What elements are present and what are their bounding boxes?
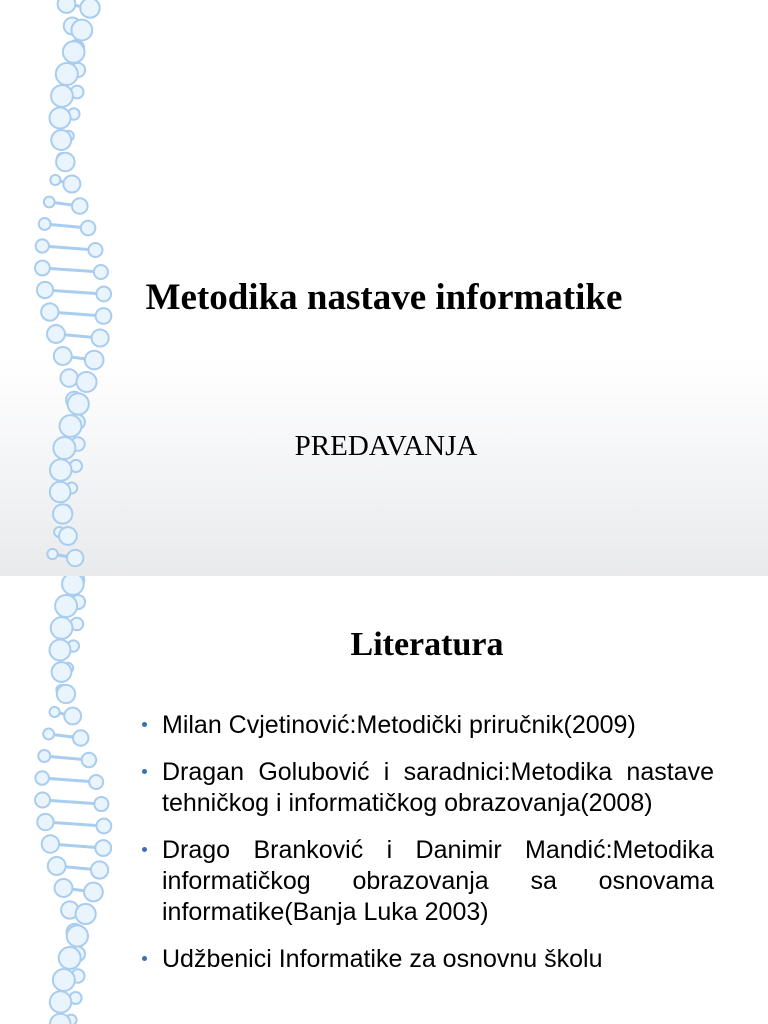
dna-node xyxy=(51,617,73,639)
dna-node xyxy=(50,991,71,1012)
dna-node xyxy=(59,947,81,969)
dna-node xyxy=(51,130,71,150)
presentation-subtitle: PREDAVANJA xyxy=(294,430,478,462)
dna-node xyxy=(47,325,65,343)
dna-rung xyxy=(42,268,101,272)
dna-node xyxy=(39,218,51,230)
literature-title: Literatura xyxy=(350,626,504,663)
dna-node xyxy=(95,840,111,856)
bullet-icon xyxy=(142,847,147,852)
dna-node xyxy=(52,662,72,682)
list-item xyxy=(140,710,714,741)
dna-node xyxy=(67,925,88,946)
dna-node xyxy=(92,329,109,346)
dna-rung xyxy=(43,800,102,804)
slide-literature xyxy=(0,576,768,1024)
dna-node xyxy=(71,20,92,41)
dna-node xyxy=(35,261,50,276)
dna-node xyxy=(73,730,88,745)
dna-node xyxy=(53,504,72,523)
list-item-text: Drago Branković i Danimir Mandić:Metodika informatičkog obrazovanja sa osnovama informatike(Banja Luka 2003) xyxy=(162,836,714,926)
dna-node xyxy=(48,857,66,875)
dna-node xyxy=(56,63,78,85)
presentation-title: Metodika nastave informatike xyxy=(145,277,623,318)
dna-node xyxy=(84,883,103,902)
dna-node xyxy=(91,861,108,878)
dna-node xyxy=(56,153,74,171)
dna-node xyxy=(55,879,73,897)
dna-node xyxy=(72,198,88,214)
dna-node xyxy=(68,393,89,414)
dna-node xyxy=(55,595,77,617)
dna-node xyxy=(50,482,71,503)
dna-node xyxy=(89,775,103,789)
dna-node xyxy=(38,750,50,762)
dna-node xyxy=(42,835,59,852)
dna-node xyxy=(85,351,104,370)
dna-node xyxy=(36,239,49,252)
dna-node xyxy=(35,771,48,784)
dna-node xyxy=(44,197,55,208)
dna-node xyxy=(37,814,53,830)
dna-node xyxy=(77,372,97,392)
dna-node xyxy=(88,243,102,257)
dna-node xyxy=(35,793,50,808)
list-item-text: Milan Cvjetinović:Metodički priručnik(2009) xyxy=(162,711,636,739)
dna-node xyxy=(67,550,83,566)
dna-node xyxy=(50,640,71,661)
list-item xyxy=(140,944,714,975)
literature-list xyxy=(140,710,714,991)
dna-node xyxy=(50,707,60,717)
dna-node xyxy=(49,107,70,128)
dna-node xyxy=(54,347,72,365)
dna-node xyxy=(63,41,85,63)
dna-node xyxy=(81,221,96,236)
dna-node xyxy=(62,576,84,595)
dna-node xyxy=(82,753,97,768)
bullet-icon xyxy=(142,722,147,727)
dna-node xyxy=(94,797,108,811)
dna-node xyxy=(63,176,80,193)
dna-node xyxy=(60,369,77,386)
dna-node xyxy=(76,904,96,924)
list-item xyxy=(140,757,714,819)
dna-node xyxy=(47,549,57,559)
dna-node xyxy=(59,527,77,545)
list-item-text: Udžbenici Informatike za osnovnu školu xyxy=(162,945,603,973)
dna-node xyxy=(50,175,60,185)
dna-node xyxy=(57,685,75,703)
list-item-text: Dragan Golubović i saradnici:Metodika nastave tehničkog i informatičkog obrazovanja(2008) xyxy=(162,758,714,817)
dna-node xyxy=(80,0,99,18)
bullet-icon xyxy=(142,956,147,961)
dna-strand-icon xyxy=(0,576,130,1024)
dna-node xyxy=(58,0,76,13)
dna-node xyxy=(43,729,54,740)
dna-node xyxy=(53,969,75,991)
dna-node xyxy=(64,708,81,725)
bullet-icon xyxy=(142,769,147,774)
dna-node xyxy=(96,819,111,834)
list-item xyxy=(140,835,714,928)
dna-node xyxy=(51,85,73,107)
dna-rung xyxy=(42,778,96,782)
